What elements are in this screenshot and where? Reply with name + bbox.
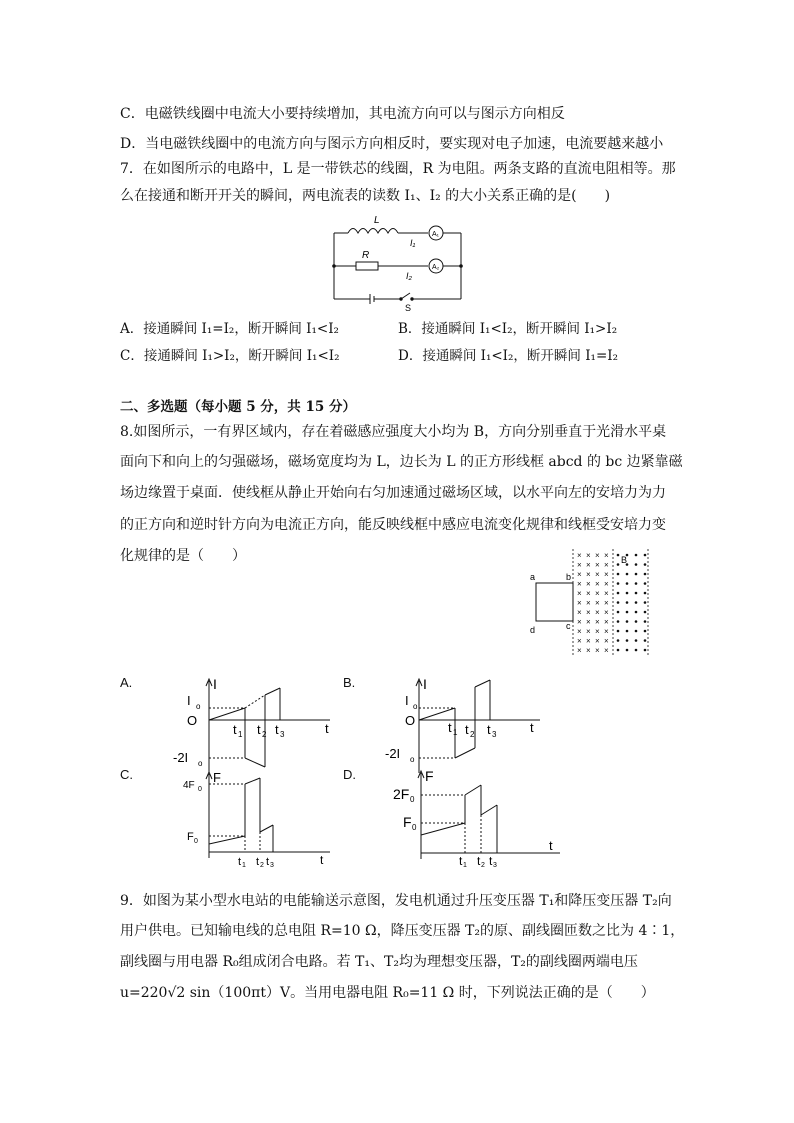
field-cross: × <box>595 579 600 589</box>
field-dot <box>644 573 647 576</box>
svg-text:o: o <box>196 702 201 711</box>
ammeter-a1-label: A₁ <box>432 231 440 238</box>
graph-b-t3: t <box>487 722 491 737</box>
resistor-label: R <box>362 250 370 261</box>
ammeter-a2-label: A₂ <box>432 264 440 271</box>
graph-d-t: t <box>549 838 553 853</box>
field-cross: × <box>586 589 591 598</box>
field-cross: × <box>595 598 600 608</box>
field-cross: × <box>604 551 609 560</box>
field-dot <box>635 620 638 623</box>
field-cross: × <box>586 617 591 627</box>
q9-line1: 9．如图为某小型水电站的电能输送示意图，发电机通过升压变压器 T₁和降压变压器 T₂向 <box>120 893 672 909</box>
field-cross: × <box>604 579 609 589</box>
q8-line1: 8.如图所示，一有界区域内，存在着磁感应强度大小均为 B，方向分别垂直于光滑水平桌 <box>120 424 667 440</box>
field-dot <box>626 649 629 652</box>
field-cross: × <box>586 636 591 646</box>
field-dot <box>626 620 629 623</box>
field-dot <box>644 592 647 595</box>
field-cross: × <box>595 627 600 636</box>
field-cross: × <box>604 608 609 617</box>
i1-label: I₁ <box>410 238 416 248</box>
field-dot <box>635 639 638 642</box>
field-dot <box>635 601 638 604</box>
graph-b-t1: t <box>448 720 452 735</box>
field-cross: × <box>586 579 591 589</box>
field-b-left: B <box>580 555 587 565</box>
switch-label: S <box>405 303 412 313</box>
field-cross: × <box>586 560 591 570</box>
field-cross: × <box>604 560 609 570</box>
field-dot <box>626 601 629 604</box>
field-cross: × <box>577 598 582 608</box>
svg-text:0: 0 <box>194 838 198 845</box>
field-cross: × <box>595 551 600 560</box>
graph-a-neg: -2I <box>173 750 189 765</box>
graph-b-i0: I <box>405 693 409 708</box>
field-dot <box>617 573 620 576</box>
field-cross: × <box>577 551 582 560</box>
i2-label: I₂ <box>406 271 412 281</box>
field-cross: × <box>586 646 591 655</box>
field-cross: × <box>577 608 582 617</box>
field-dot <box>626 630 629 633</box>
graph-c-t3: t <box>266 856 270 868</box>
section-heading: 二、多选题（每小题 5 分，共 15 分） <box>120 399 356 415</box>
field-dot <box>635 554 638 557</box>
q7-option-c: C．接通瞬间 I₁>I₂，断开瞬间 I₁<I₂ <box>120 348 340 364</box>
field-dot <box>617 554 620 557</box>
field-dot <box>617 592 620 595</box>
field-dot <box>635 611 638 614</box>
svg-text:2: 2 <box>262 730 267 739</box>
graph-a-t2: t <box>257 722 261 737</box>
graph-a <box>165 675 345 775</box>
field-dot <box>644 582 647 585</box>
field-dot <box>617 601 620 604</box>
field-cross: × <box>595 589 600 598</box>
field-cross: × <box>577 646 582 655</box>
svg-text:3: 3 <box>270 862 274 869</box>
field-cross: × <box>577 617 582 627</box>
field-cross: × <box>604 636 609 646</box>
graph-b-t2: t <box>465 722 469 737</box>
svg-text:1: 1 <box>242 862 246 869</box>
q7-line2: 么在接通和断开开关的瞬间，两电流表的读数 I₁、I₂ 的大小关系正确的是( ) <box>120 188 611 204</box>
field-cross: × <box>577 560 582 570</box>
field-dot <box>617 582 620 585</box>
corner-d: d <box>530 625 536 635</box>
option-d-text: D．当电磁铁线圈中的电流方向与图示方向相反时，要实现对电子加速，电流要越来越小 <box>120 136 664 152</box>
graph-c-f0: F <box>187 831 194 843</box>
field-dot <box>617 563 620 566</box>
field-cross: × <box>586 627 591 636</box>
svg-text:3: 3 <box>492 730 497 739</box>
q7-option-d: D．接通瞬间 I₁<I₂，断开瞬间 I₁=I₂ <box>398 348 619 364</box>
inductor-label: L <box>374 215 380 226</box>
graph-a-t3: t <box>275 722 279 737</box>
field-dot <box>626 639 629 642</box>
svg-text:0: 0 <box>198 786 202 793</box>
field-dot <box>644 563 647 566</box>
field-cross: × <box>604 570 609 579</box>
field-cross: × <box>595 570 600 579</box>
q7-option-b: B．接通瞬间 I₁<I₂，断开瞬间 I₁>I₂ <box>398 321 618 337</box>
field-dot <box>617 649 620 652</box>
svg-text:o: o <box>410 755 415 764</box>
graph-c-axis: F <box>213 770 221 785</box>
svg-text:1: 1 <box>453 728 458 737</box>
field-dot <box>617 639 620 642</box>
field-dot <box>626 592 629 595</box>
svg-text:2: 2 <box>481 862 485 869</box>
graph-a-t1: t <box>233 722 237 737</box>
graph-a-axis: I <box>213 676 217 692</box>
q8-line4: 的正方向和逆时针方向为电流正方向，能反映线框中感应电流变化规律和线框受安培力变 <box>120 517 666 533</box>
q7-line1: 7．在如图所示的电路中，L 是一带铁芯的线圈，R 为电阻。两条支路的直流电阻相等。那 <box>120 161 676 177</box>
field-cross: × <box>577 636 582 646</box>
field-dot <box>635 592 638 595</box>
graph-d-t3: t <box>489 854 493 868</box>
svg-text:2: 2 <box>260 862 264 869</box>
field-dot <box>644 639 647 642</box>
field-cross: × <box>595 608 600 617</box>
svg-text:0: 0 <box>410 795 415 804</box>
field-cross: × <box>577 579 582 589</box>
q8-line5: 化规律的是（ ） <box>120 548 246 564</box>
field-dot <box>635 630 638 633</box>
field-cross: × <box>577 570 582 579</box>
graph-d-t2: t <box>477 854 481 868</box>
graph-a-origin: O <box>187 713 198 728</box>
corner-a: a <box>530 572 536 582</box>
svg-text:o: o <box>413 702 418 711</box>
q9-line2: 用户供电。已知输电线的总电阻 R=10 Ω，降压变压器 T₂的原、副线圈匝数之比为 4∶1， <box>120 923 685 939</box>
field-dot <box>644 630 647 633</box>
graph-d-f0: F <box>403 814 412 830</box>
field-dot <box>644 554 647 557</box>
field-cross: × <box>586 570 591 579</box>
corner-b: b <box>566 572 572 582</box>
graph-c-t: t <box>320 853 324 867</box>
graph-c-label: C. <box>120 767 133 782</box>
svg-text:o: o <box>198 759 203 768</box>
field-cross: × <box>604 617 609 627</box>
field-dot <box>617 630 620 633</box>
field-dot <box>635 582 638 585</box>
field-dot <box>635 563 638 566</box>
field-cross: × <box>604 627 609 636</box>
field-cross: × <box>604 598 609 608</box>
field-dot <box>635 573 638 576</box>
svg-text:2: 2 <box>470 730 475 739</box>
field-cross: × <box>595 646 600 655</box>
graph-d-label: D. <box>343 767 356 782</box>
field-cross: × <box>604 589 609 598</box>
svg-text:0: 0 <box>412 823 417 832</box>
graph-c-4f0: 4F <box>183 780 195 791</box>
graph-a-t: t <box>325 721 329 736</box>
field-b-right: B <box>621 555 628 565</box>
svg-text:3: 3 <box>280 730 285 739</box>
graph-a-label: A. <box>120 675 133 690</box>
field-dot <box>644 620 647 623</box>
q9-line3: 副线圈与用电器 R₀组成闭合电路。若 T₁、T₂均为理想变压器，T₂的副线圈两端电压 <box>120 954 638 970</box>
corner-c: c <box>566 621 571 631</box>
q9-line4: u=220√2 sin（100πt）V。当用电器电阻 R₀=11 Ω 时，下列说法正确的是（ ） <box>120 985 655 1001</box>
field-cross: × <box>586 551 591 560</box>
field-cross: × <box>595 560 600 570</box>
field-dot <box>635 649 638 652</box>
field-cross: × <box>604 646 609 655</box>
graph-d-t1: t <box>459 854 463 868</box>
field-cross: × <box>586 608 591 617</box>
field-dot <box>626 573 629 576</box>
graph-d-axis: F <box>425 768 434 784</box>
graph-b-axis: I <box>423 676 427 692</box>
field-dot <box>617 611 620 614</box>
graph-d-2f0: 2F <box>393 786 410 802</box>
magnetic-field-figure <box>528 545 658 660</box>
field-cross: × <box>595 617 600 627</box>
q7-option-a: A．接通瞬间 I₁=I₂，断开瞬间 I₁<I₂ <box>120 321 339 337</box>
graph-b <box>375 675 555 775</box>
field-cross: × <box>577 627 582 636</box>
svg-text:1: 1 <box>238 730 243 739</box>
circuit-diagram <box>330 213 470 313</box>
graph-b-label: B. <box>343 675 356 690</box>
q8-line2: 面向下和向上的匀强磁场，磁场宽度均为 L，边长为 L 的正方形线框 abcd 的 bc 边紧靠磁 <box>120 454 683 470</box>
graph-c-t1: t <box>238 856 242 868</box>
field-cross: × <box>577 589 582 598</box>
field-dot <box>644 649 647 652</box>
option-c-text: C．电磁铁线圈中电流大小要持续增加，其电流方向可以与图示方向相反 <box>120 106 565 122</box>
graph-c <box>165 768 345 868</box>
field-cross: × <box>586 598 591 608</box>
field-dot <box>626 611 629 614</box>
graph-b-origin: O <box>405 713 416 728</box>
svg-text:1: 1 <box>463 862 467 869</box>
q8-line3: 场边缘置于桌面．使线框从静止开始向右匀加速通过磁场区域，以水平向左的安培力为力 <box>120 485 666 501</box>
graph-c-t2: t <box>256 856 260 868</box>
field-dot <box>644 601 647 604</box>
field-cross: × <box>595 636 600 646</box>
svg-text:3: 3 <box>493 862 497 869</box>
graph-b-t: t <box>530 720 534 735</box>
graph-b-neg: -2I <box>385 746 401 761</box>
field-dot <box>626 582 629 585</box>
graph-a-i0: I <box>187 693 191 708</box>
graph-d <box>375 765 565 869</box>
field-dot <box>617 620 620 623</box>
field-dot <box>644 611 647 614</box>
